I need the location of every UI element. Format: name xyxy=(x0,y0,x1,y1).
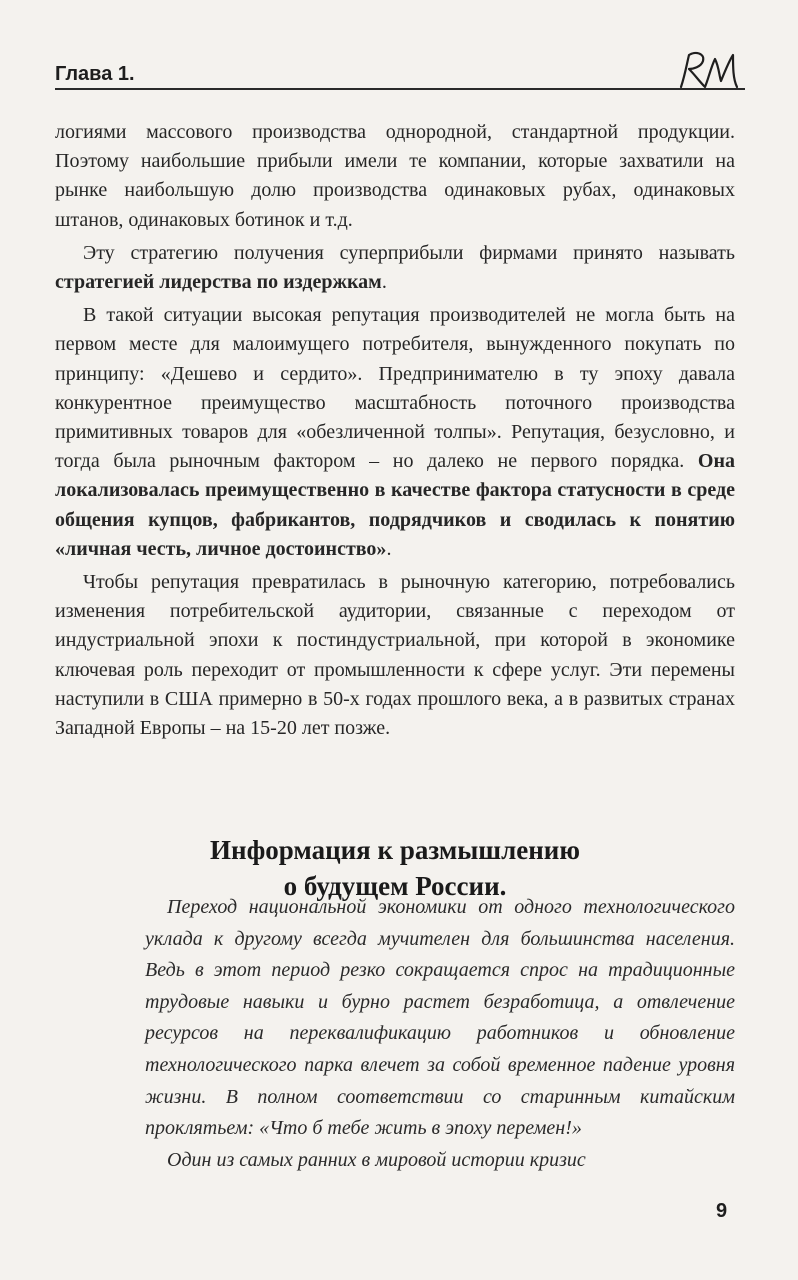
paragraph-2 xyxy=(55,239,735,297)
paragraph-2-end: . xyxy=(381,271,387,294)
sidebar-text xyxy=(145,892,735,1176)
paragraph-3-emphasis: Она локализовалась преимущественно в качестве фактора статусности в среде общения купцов, фабрикантов, подрядчиков и сводилась к понятию «личная честь, личное достоинство» xyxy=(55,450,735,560)
chapter-label: Глава 1. xyxy=(55,63,135,85)
sidebar-paragraph-2: Один из самых ранних в мировой истории кризис xyxy=(167,1148,586,1171)
section-heading-line-1: Информация к размышлению xyxy=(210,835,580,865)
paragraph-2-emphasis: стратегией лидерства по издержкам xyxy=(55,271,382,294)
running-header xyxy=(55,55,735,95)
paragraph-3-end: . xyxy=(386,537,392,560)
paragraph-2-text: Эту стратегию получения суперприбыли фирмами принято называть xyxy=(83,241,735,264)
header-rule xyxy=(55,88,745,90)
paragraph-3-text: В такой ситуации высокая репутация производителей не могла быть на первом месте для малоимущего потребителя, вынужденного покупать по принципу: «Дешево и сердито». Предпринимателю в ту эпоху давала конкурентное преимущество масштабность поточного производства примитивных товаров для «обезличенной толпы». Репутация, безусловно, и тогда была рыночным фактором – но далеко не первого порядка. xyxy=(55,304,735,473)
signature-logo xyxy=(675,47,745,92)
paragraph-4: Чтобы репутация превратилась в рыночную категорию, потребовались изменения потребительской аудитории, связанные с переходом от индустриальной эпохи к постиндустриальной, при которой в экономике ключевая роль переходит от промышленности к сфере услуг. Эти перемены наступили в США примерно в 50-х годах прошлого века, а в развитых странах Западной Европы – на 15-20 лет позже. xyxy=(55,571,735,740)
paragraph-1: логиями массового производства однородной, стандартной продукции. Поэтому наибольшие прибыли имели те компании, которые захватили на рынке наибольшую долю производства одинаковых рубах, одинаковых штанов, одинаковых ботинок и т.д. xyxy=(55,121,735,231)
paragraph-3 xyxy=(55,301,735,564)
page-number: 9 xyxy=(716,1200,728,1222)
section-heading-line-2: о будущем России. xyxy=(283,871,507,901)
sidebar-paragraph-1: Переход национальной экономики от одного технологического уклада к другому всегда мучителен для большинства населения. Ведь в этот период резко сокращается спрос на традиционные трудовые навыки и бурно растет безработица, а отвлечение ресурсов на переквалификацию работников и обновление технологического парка влечет за собой временное падение уровня жизни. В полном соответствии со старинным китайским проклятьем: «Что б тебе жить в эпоху перемен!» xyxy=(145,896,735,1140)
main-text xyxy=(55,118,735,747)
